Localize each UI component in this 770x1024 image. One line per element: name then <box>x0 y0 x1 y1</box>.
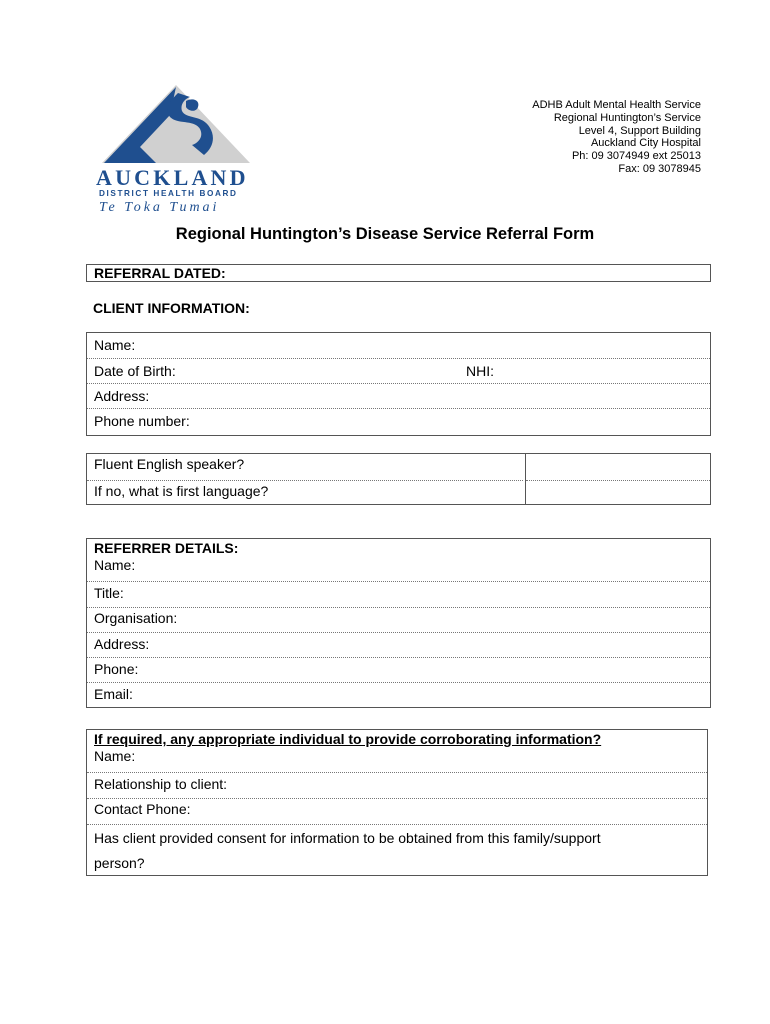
client-phone-label: Phone number: <box>94 413 190 429</box>
first-language-answer[interactable] <box>526 480 710 505</box>
client-information-heading: CLIENT INFORMATION: <box>93 300 250 316</box>
referrer-phone-field[interactable] <box>87 657 710 682</box>
referrer-organisation-field[interactable] <box>87 607 710 632</box>
referrer-name-label: Name: <box>94 557 136 573</box>
client-name-label: Name: <box>94 337 136 353</box>
referrer-organisation-label: Organisation: <box>94 610 178 626</box>
address-line: Level 4, Support Building <box>578 124 701 137</box>
client-dob-label: Date of Birth: <box>94 363 176 379</box>
adhb-logo <box>96 85 256 215</box>
first-language-label: If no, what is first language? <box>94 483 269 499</box>
first-language-row <box>87 480 523 505</box>
corroborating-name-field[interactable] <box>87 746 707 772</box>
logo-subtitle: DISTRICT HEALTH BOARD <box>99 189 238 198</box>
service-address-block <box>532 99 701 176</box>
referrer-phone-label: Phone: <box>94 661 139 677</box>
logo-wordmark: AUCKLAND <box>96 165 249 190</box>
fluent-english-label: Fluent English speaker? <box>94 456 245 472</box>
referrer-email-label: Email: <box>94 686 133 702</box>
corroborating-information-box <box>86 729 708 876</box>
contact-phone-field[interactable] <box>87 798 707 824</box>
relationship-field[interactable] <box>87 772 707 798</box>
referral-dated-label: REFERRAL DATED: <box>94 265 226 281</box>
referrer-address-field[interactable] <box>87 632 710 657</box>
client-nhi-label: NHI: <box>466 363 494 379</box>
relationship-label: Relationship to client: <box>94 776 228 792</box>
client-information-box <box>86 332 711 436</box>
referrer-title-label: Title: <box>94 585 124 601</box>
referrer-email-field[interactable] <box>87 682 710 707</box>
consent-label-line1: Has client provided consent for information to be obtained from this family/support <box>94 830 601 846</box>
referrer-name-field[interactable] <box>87 555 710 581</box>
referrer-details-box <box>86 538 711 708</box>
fluent-english-row <box>87 454 523 480</box>
referrer-details-heading: REFERRER DETAILS: <box>94 540 239 556</box>
corroborating-heading: If required, any appropriate individual to provide corroborating information? <box>94 731 602 747</box>
client-name-field[interactable] <box>87 333 710 358</box>
address-line: Auckland City Hospital <box>590 137 701 150</box>
client-phone-field[interactable] <box>87 408 710 435</box>
client-address-label: Address: <box>94 388 150 404</box>
form-title: Regional Huntington’s Disease Service Referral Form <box>175 225 595 243</box>
referrer-title-field[interactable] <box>87 581 710 607</box>
adhb-logo-mark-icon <box>100 85 250 163</box>
client-dob-field[interactable] <box>87 358 710 383</box>
address-line: Fax: 09 3078945 <box>618 162 701 175</box>
address-line: Regional Huntington’s Service <box>553 111 701 124</box>
referral-dated-box[interactable] <box>86 264 711 282</box>
client-address-field[interactable] <box>87 383 710 408</box>
contact-phone-label: Contact Phone: <box>94 801 191 817</box>
corroborating-name-label: Name: <box>94 748 136 764</box>
logo-tagline: Te Toka Tumai <box>99 200 220 215</box>
fluent-english-answer[interactable] <box>526 454 710 480</box>
address-line: Ph: 09 3074949 ext 25013 <box>571 150 701 163</box>
consent-field[interactable] <box>87 824 707 875</box>
consent-label-line2: person? <box>94 855 145 871</box>
address-line: ADHB Adult Mental Health Service <box>532 99 701 111</box>
referrer-address-label: Address: <box>94 636 150 652</box>
language-box <box>86 453 711 505</box>
